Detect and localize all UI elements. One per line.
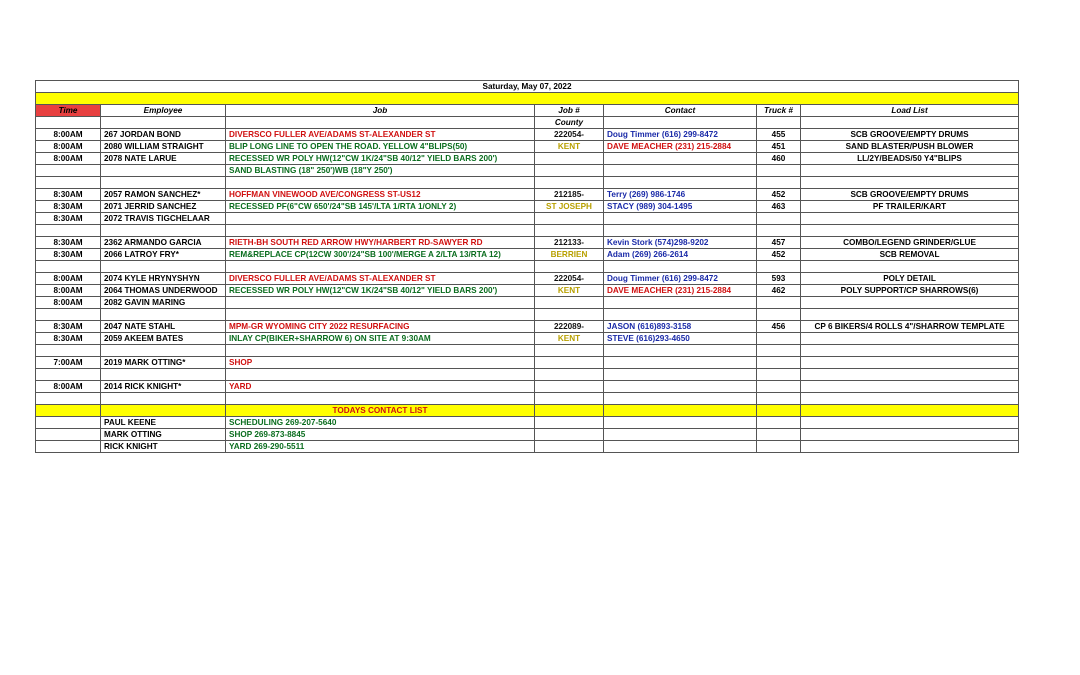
table-row [36, 213, 1019, 225]
cell-job: RECESSED WR POLY HW(12"CW 1K/24"SB 40/12" YIELD BARS 200') [226, 153, 535, 165]
cell-load [801, 213, 1019, 225]
cell-employee: 2014 RICK KNIGHT* [101, 381, 226, 393]
table-row [36, 237, 1019, 249]
cell-load [801, 381, 1019, 393]
cell-time: 8:00AM [36, 297, 101, 309]
cell-truck [757, 309, 801, 321]
cell-time: 8:30AM [36, 249, 101, 261]
cell-employee: 2071 JERRID SANCHEZ [101, 201, 226, 213]
cell-truck [757, 345, 801, 357]
cell-time: 8:30AM [36, 189, 101, 201]
cell-truck [757, 261, 801, 273]
cell-employee [101, 225, 226, 237]
cell-job [226, 225, 535, 237]
cell-employee [101, 261, 226, 273]
cell-load: PF TRAILER/KART [801, 201, 1019, 213]
cell-employee [101, 345, 226, 357]
cell-contact: STEVE (616)293-4650 [604, 333, 757, 345]
table-row [36, 285, 1019, 297]
cell-jobnum: KENT [535, 333, 604, 345]
contact-list-title: TODAYS CONTACT LIST [226, 405, 535, 417]
table-row [36, 273, 1019, 285]
cell-truck [757, 177, 801, 189]
cell-jobnum [535, 261, 604, 273]
header-county: County [535, 117, 604, 129]
cell-load [801, 369, 1019, 381]
cell-load [801, 225, 1019, 237]
cell-job [226, 393, 535, 405]
cell-job: RECESSED WR POLY HW(12"CW 1K/24"SB 40/12" YIELD BARS 200') [226, 285, 535, 297]
cell-jobnum [535, 309, 604, 321]
cell-time: 8:30AM [36, 333, 101, 345]
cell-truck: 460 [757, 153, 801, 165]
cell-jobnum [535, 297, 604, 309]
cell-contact [604, 309, 757, 321]
table-row [36, 129, 1019, 141]
cell-employee: 2019 MARK OTTING* [101, 357, 226, 369]
cell-load: SCB REMOVAL [801, 249, 1019, 261]
cell-load: SCB GROOVE/EMPTY DRUMS [801, 189, 1019, 201]
cell-load [801, 165, 1019, 177]
cell-time [36, 225, 101, 237]
cell-load [801, 345, 1019, 357]
cell-contact [604, 345, 757, 357]
cell-load [801, 261, 1019, 273]
cell-jobnum [535, 393, 604, 405]
cell-load [801, 393, 1019, 405]
cell-job: YARD [226, 381, 535, 393]
cell-truck [757, 165, 801, 177]
cell-job: BLIP LONG LINE TO OPEN THE ROAD. YELLOW 4"BLIPS(50) [226, 141, 535, 153]
cell-employee: 2362 ARMANDO GARCIA [101, 237, 226, 249]
cell-time: 7:00AM [36, 357, 101, 369]
cell-contact: Doug Timmer (616) 299-8472 [604, 273, 757, 285]
cell-jobnum [535, 345, 604, 357]
cell-truck [757, 333, 801, 345]
cell-load: POLY DETAIL [801, 273, 1019, 285]
cell-time [36, 393, 101, 405]
cell-contact [604, 357, 757, 369]
cell-job: REM&REPLACE CP(12CW 300'/24"SB 100'/MERGE A 2/LTA 13/RTA 12) [226, 249, 535, 261]
cell-job [226, 297, 535, 309]
cell-contact: Terry (269) 986-1746 [604, 189, 757, 201]
cell-job [226, 177, 535, 189]
cell-job [226, 309, 535, 321]
cell-job: RECESSED PF(6"CW 650'/24"SB 145'/LTA 1/RTA 1/ONLY 2) [226, 201, 535, 213]
cell-contact: Kevin Stork (574)298-9202 [604, 237, 757, 249]
table-row [36, 153, 1019, 165]
table-row [36, 189, 1019, 201]
cell-jobnum: 222054- [535, 273, 604, 285]
cell-truck [757, 381, 801, 393]
cell-contact [604, 225, 757, 237]
cell-job: INLAY CP(BIKER+SHARROW 6) ON SITE AT 9:30AM [226, 333, 535, 345]
yellow-divider [36, 93, 1019, 105]
cell-jobnum [535, 177, 604, 189]
contact-list-row [36, 417, 1019, 429]
cell-load: POLY SUPPORT/CP SHARROWS(6) [801, 285, 1019, 297]
cell-time [36, 345, 101, 357]
table-row [36, 261, 1019, 273]
cell-job: DIVERSCO FULLER AVE/ADAMS ST-ALEXANDER ST [226, 273, 535, 285]
cell-contact [604, 381, 757, 393]
table-row [36, 309, 1019, 321]
cell-load [801, 177, 1019, 189]
contact-list-header-row [36, 405, 1019, 417]
contact-name: PAUL KEENE [101, 417, 226, 429]
cell-truck: 593 [757, 273, 801, 285]
cell-truck: 463 [757, 201, 801, 213]
subheader-row [36, 117, 1019, 129]
cell-contact [604, 261, 757, 273]
cell-time: 8:30AM [36, 237, 101, 249]
cell-time: 8:00AM [36, 381, 101, 393]
cell-time: 8:00AM [36, 153, 101, 165]
title-row [36, 81, 1019, 93]
cell-employee [101, 309, 226, 321]
cell-truck [757, 393, 801, 405]
cell-load: COMBO/LEGEND GRINDER/GLUE [801, 237, 1019, 249]
cell-contact: STACY (989) 304-1495 [604, 201, 757, 213]
header-employee: Employee [101, 105, 226, 117]
cell-jobnum: KENT [535, 141, 604, 153]
cell-job: HOFFMAN VINEWOOD AVE/CONGRESS ST-US12 [226, 189, 535, 201]
cell-contact: JASON (616)893-3158 [604, 321, 757, 333]
cell-jobnum [535, 357, 604, 369]
cell-truck: 452 [757, 249, 801, 261]
cell-time: 8:00AM [36, 129, 101, 141]
cell-employee [101, 393, 226, 405]
cell-time: 8:30AM [36, 213, 101, 225]
cell-time [36, 261, 101, 273]
cell-load: CP 6 BIKERS/4 ROLLS 4"/SHARROW TEMPLATE [801, 321, 1019, 333]
cell-contact [604, 177, 757, 189]
cell-load: LL/2Y/BEADS/50 Y4"BLIPS [801, 153, 1019, 165]
table-row [36, 333, 1019, 345]
cell-contact: Doug Timmer (616) 299-8472 [604, 129, 757, 141]
cell-contact [604, 153, 757, 165]
sheet-title: Saturday, May 07, 2022 [36, 81, 1019, 93]
cell-truck [757, 213, 801, 225]
cell-employee: 2078 NATE LARUE [101, 153, 226, 165]
cell-employee: 2072 TRAVIS TIGCHELAAR [101, 213, 226, 225]
cell-job: DIVERSCO FULLER AVE/ADAMS ST-ALEXANDER ST [226, 129, 535, 141]
table-row [36, 357, 1019, 369]
table-row [36, 297, 1019, 309]
cell-employee: 2059 AKEEM BATES [101, 333, 226, 345]
cell-employee: 2047 NATE STAHL [101, 321, 226, 333]
table-row [36, 225, 1019, 237]
cell-job: SAND BLASTING (18" 250')WB (18"Y 250') [226, 165, 535, 177]
cell-time: 8:00AM [36, 141, 101, 153]
cell-jobnum: 212133- [535, 237, 604, 249]
table-row [36, 177, 1019, 189]
table-row [36, 345, 1019, 357]
cell-jobnum: 222054- [535, 129, 604, 141]
cell-truck [757, 225, 801, 237]
cell-time: 8:00AM [36, 273, 101, 285]
header-row [36, 105, 1019, 117]
contact-list-row [36, 429, 1019, 441]
cell-load [801, 357, 1019, 369]
cell-employee: 2057 RAMON SANCHEZ* [101, 189, 226, 201]
cell-time: 8:30AM [36, 321, 101, 333]
cell-time: 8:30AM [36, 201, 101, 213]
table-row [36, 321, 1019, 333]
cell-jobnum: BERRIEN [535, 249, 604, 261]
header-load: Load List [801, 105, 1019, 117]
cell-jobnum: 212185- [535, 189, 604, 201]
table-row [36, 249, 1019, 261]
cell-jobnum: KENT [535, 285, 604, 297]
contact-name: RICK KNIGHT [101, 441, 226, 453]
contact-info: YARD 269-290-5511 [226, 441, 535, 453]
cell-truck: 451 [757, 141, 801, 153]
header-jobnum: Job # [535, 105, 604, 117]
cell-employee: 2082 GAVIN MARING [101, 297, 226, 309]
header-job: Job [226, 105, 535, 117]
cell-employee: 2080 WILLIAM STRAIGHT [101, 141, 226, 153]
contact-name: MARK OTTING [101, 429, 226, 441]
header-time: Time [36, 105, 101, 117]
cell-employee: 2064 THOMAS UNDERWOOD [101, 285, 226, 297]
cell-contact: DAVE MEACHER (231) 215-2884 [604, 285, 757, 297]
cell-contact [604, 369, 757, 381]
cell-truck [757, 297, 801, 309]
cell-contact [604, 213, 757, 225]
header-contact: Contact [604, 105, 757, 117]
contact-list-row [36, 441, 1019, 453]
cell-time: 8:00AM [36, 285, 101, 297]
cell-employee: 267 JORDAN BOND [101, 129, 226, 141]
cell-job [226, 261, 535, 273]
cell-time [36, 177, 101, 189]
contact-info: SCHEDULING 269-207-5640 [226, 417, 535, 429]
cell-truck: 457 [757, 237, 801, 249]
cell-load [801, 333, 1019, 345]
cell-load [801, 309, 1019, 321]
cell-jobnum [535, 213, 604, 225]
cell-contact [604, 393, 757, 405]
cell-time [36, 165, 101, 177]
cell-contact: Adam (269) 266-2614 [604, 249, 757, 261]
cell-truck: 455 [757, 129, 801, 141]
cell-jobnum: ST JOSEPH [535, 201, 604, 213]
cell-employee [101, 369, 226, 381]
cell-employee: 2066 LATROY FRY* [101, 249, 226, 261]
table-row [36, 369, 1019, 381]
cell-job: RIETH-BH SOUTH RED ARROW HWY/HARBERT RD-SAWYER RD [226, 237, 535, 249]
cell-truck [757, 357, 801, 369]
cell-job: MPM-GR WYOMING CITY 2022 RESURFACING [226, 321, 535, 333]
cell-jobnum [535, 381, 604, 393]
cell-time [36, 369, 101, 381]
cell-truck: 456 [757, 321, 801, 333]
cell-truck: 452 [757, 189, 801, 201]
cell-jobnum [535, 165, 604, 177]
cell-load: SAND BLASTER/PUSH BLOWER [801, 141, 1019, 153]
contact-info: SHOP 269-873-8845 [226, 429, 535, 441]
cell-truck [757, 369, 801, 381]
cell-job [226, 213, 535, 225]
cell-employee [101, 165, 226, 177]
cell-contact [604, 165, 757, 177]
cell-contact [604, 297, 757, 309]
table-row [36, 381, 1019, 393]
header-truck: Truck # [757, 105, 801, 117]
table-row [36, 141, 1019, 153]
table-row [36, 165, 1019, 177]
schedule-table [35, 80, 1019, 453]
cell-truck: 462 [757, 285, 801, 297]
table-row [36, 393, 1019, 405]
cell-jobnum: 222089- [535, 321, 604, 333]
cell-load: SCB GROOVE/EMPTY DRUMS [801, 129, 1019, 141]
cell-jobnum [535, 153, 604, 165]
cell-jobnum [535, 225, 604, 237]
cell-load [801, 297, 1019, 309]
cell-job: SHOP [226, 357, 535, 369]
cell-jobnum [535, 369, 604, 381]
cell-job [226, 369, 535, 381]
cell-contact: DAVE MEACHER (231) 215-2884 [604, 141, 757, 153]
cell-employee [101, 177, 226, 189]
cell-time [36, 309, 101, 321]
cell-job [226, 345, 535, 357]
table-row [36, 201, 1019, 213]
cell-employee: 2074 KYLE HRYNYSHYN [101, 273, 226, 285]
